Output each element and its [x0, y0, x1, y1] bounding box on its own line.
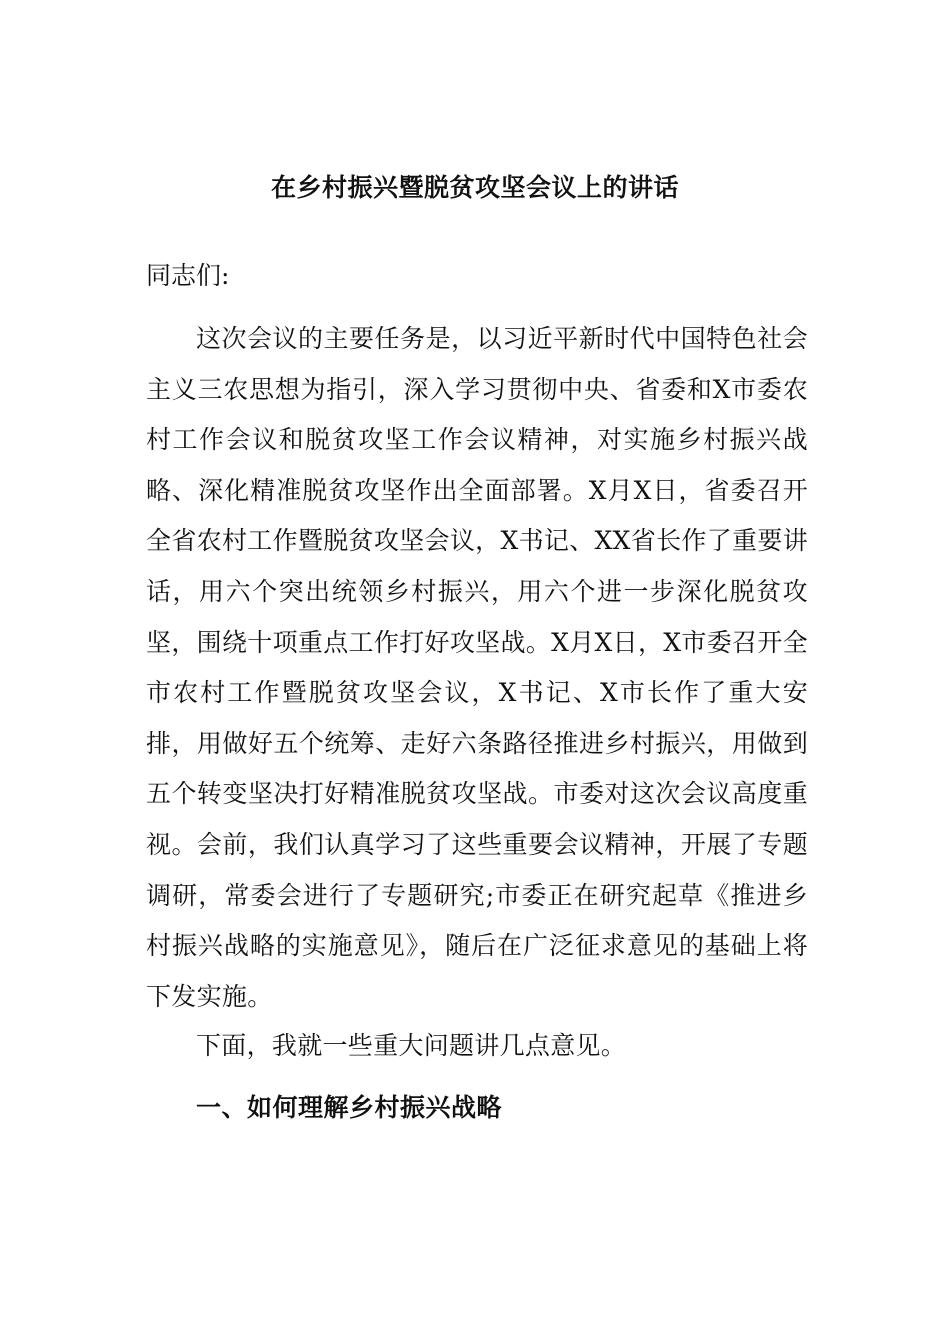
body-paragraph: 下面，我就一些重大问题讲几点意见。	[196, 1031, 627, 1060]
section-heading: 一、如何理解乡村振兴战略	[196, 1093, 503, 1122]
greeting: 同志们:	[146, 261, 230, 290]
body-paragraph: 这次会议的主要任务是，以习近平新时代中国特色社会主义三农思想为指引，深入学习贯彻中央、省委和X市委农村工作会议和脱贫攻坚工作会议精神，对实施乡村振兴战略、深化精准脱贫攻坚作出全面部署。X月X日，省委召开全省农村工作暨脱贫攻坚会议，X书记、XX省长作了重要讲话，用六个突出统领乡村振兴，用六个进一步深化脱贫攻坚，围绕十项重点工作打好攻坚战。X月X日，X市委召开全市农村工作暨脱贫攻坚会议，X书记、X市长作了重大安排，用做好五个统筹、走好六条路径推进乡村振兴，用做到五个转变坚决打好精准脱贫攻坚战。市委对这次会议高度重视。会前，我们认真学习了这些重要会议精神，开展了专题调研，常委会进行了专题研究;市委正在研究起草《推进乡村振兴战略的实施意见》，随后在广泛征求意见的基础上将下发实施。	[146, 324, 808, 1011]
document-title: 在乡村振兴暨脱贫攻坚会议上的讲话	[270, 173, 679, 202]
